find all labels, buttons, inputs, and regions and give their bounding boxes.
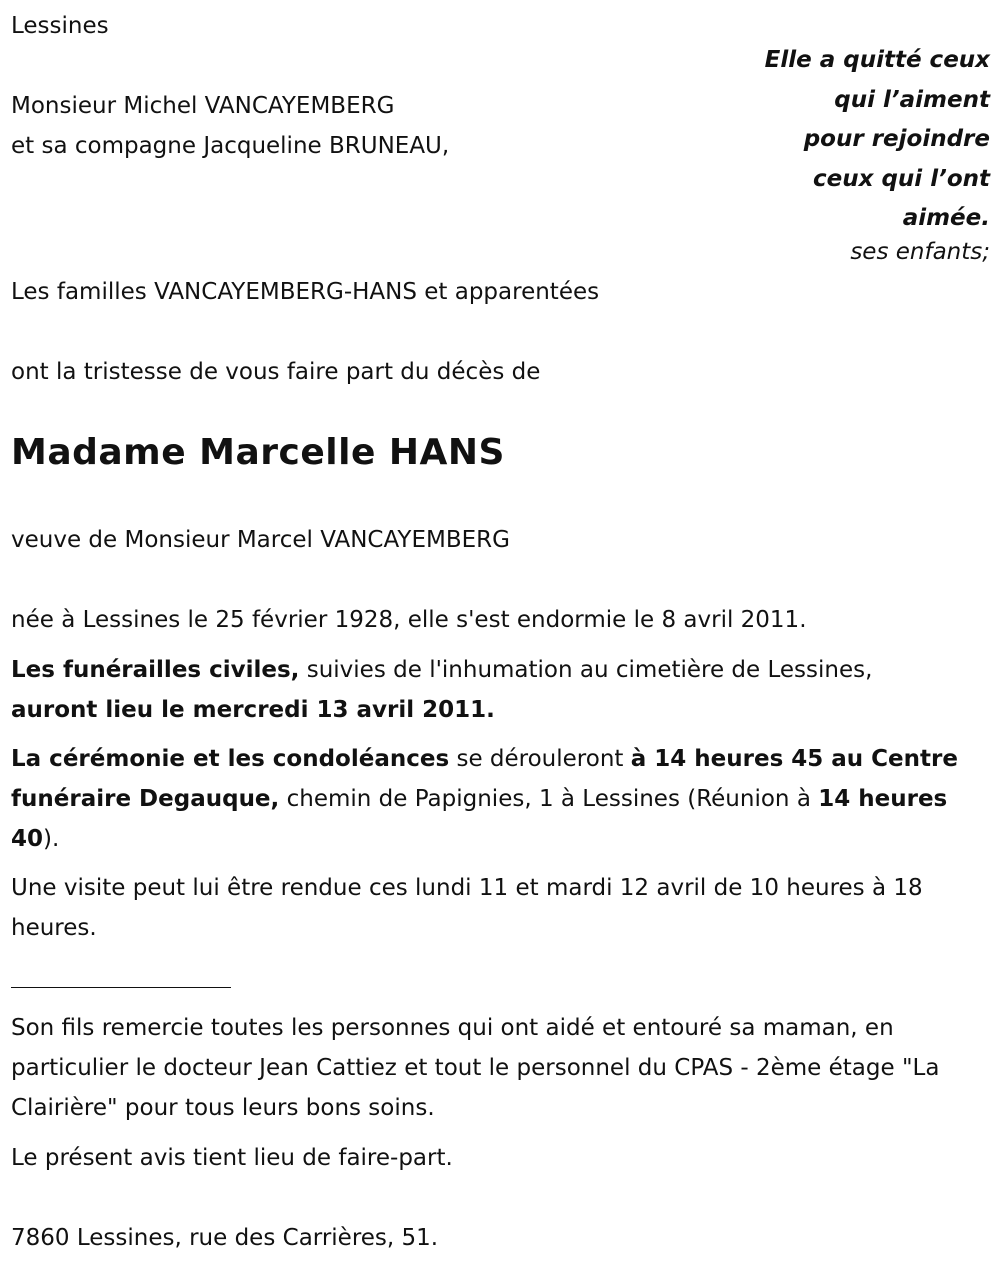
poem-line: aimée. — [902, 205, 990, 231]
thanks-paragraph: Son fils remercie toutes les personnes qui ont aidé et entouré sa maman, en particulier le docteur Jean Cattiez et tout le personnel du CPAS - 2ème étage "La Clairière" pour tous leurs bons soins. — [11, 1015, 940, 1121]
ceremony-meeting-time: 14 heures 40 — [11, 786, 948, 852]
funeral-text: suivies de l'inhumation au cimetière de Lessines, — [299, 657, 873, 683]
poem-line: pour rejoindre — [803, 126, 990, 152]
ceremony-text-1: se dérouleront — [449, 746, 631, 772]
birth-death-dates: née à Lessines le 25 février 1928, elle s'est endormie le 8 avril 2011. — [11, 607, 807, 633]
widow-of: veuve de Monsieur Marcel VANCAYEMBERG — [11, 527, 510, 553]
separator-line — [11, 987, 231, 988]
poem-quote — [730, 41, 990, 239]
ceremony-text-3: ). — [43, 826, 60, 852]
address-line: 7860 Lessines, rue des Carrières, 51. — [11, 1225, 439, 1251]
ceremony-bold-start: La cérémonie et les condoléances — [11, 746, 450, 772]
deceased-name: Madame Marcelle HANS — [11, 432, 505, 473]
announcer-line-1: Monsieur Michel VANCAYEMBERG — [11, 93, 395, 119]
ceremony-paragraph — [11, 739, 986, 859]
funeral-paragraph — [11, 650, 986, 730]
funeral-bold-start: Les funérailles civiles, — [11, 657, 300, 683]
funeral-date: auront lieu le mercredi 13 avril 2011. — [11, 697, 495, 723]
ceremony-text-2: chemin de Papignies, 1 à Lessines (Réunion à — [279, 786, 819, 812]
announcer-line-2: et sa compagne Jacqueline BRUNEAU, — [11, 133, 450, 159]
visit-paragraph: Une visite peut lui être rendue ces lundi 11 et mardi 12 avril de 10 heures à 18 heures. — [11, 875, 923, 941]
families-line: Les familles VANCAYEMBERG-HANS et apparentées — [11, 279, 600, 305]
place-name: Lessines — [11, 13, 109, 39]
poem-line: ceux qui l’ont — [813, 165, 990, 192]
poem-signature: ses enfants; — [850, 239, 990, 265]
poem-line: qui l’aiment — [834, 86, 990, 113]
notice-line: Le présent avis tient lieu de faire-part. — [11, 1145, 453, 1171]
ceremony-time-place: à 14 heures 45 au Centre funéraire Degauque, — [11, 746, 958, 812]
announcement-intro: ont la tristesse de vous faire part du décès de — [11, 359, 541, 385]
poem-line: Elle a quitté ceux — [764, 47, 990, 73]
